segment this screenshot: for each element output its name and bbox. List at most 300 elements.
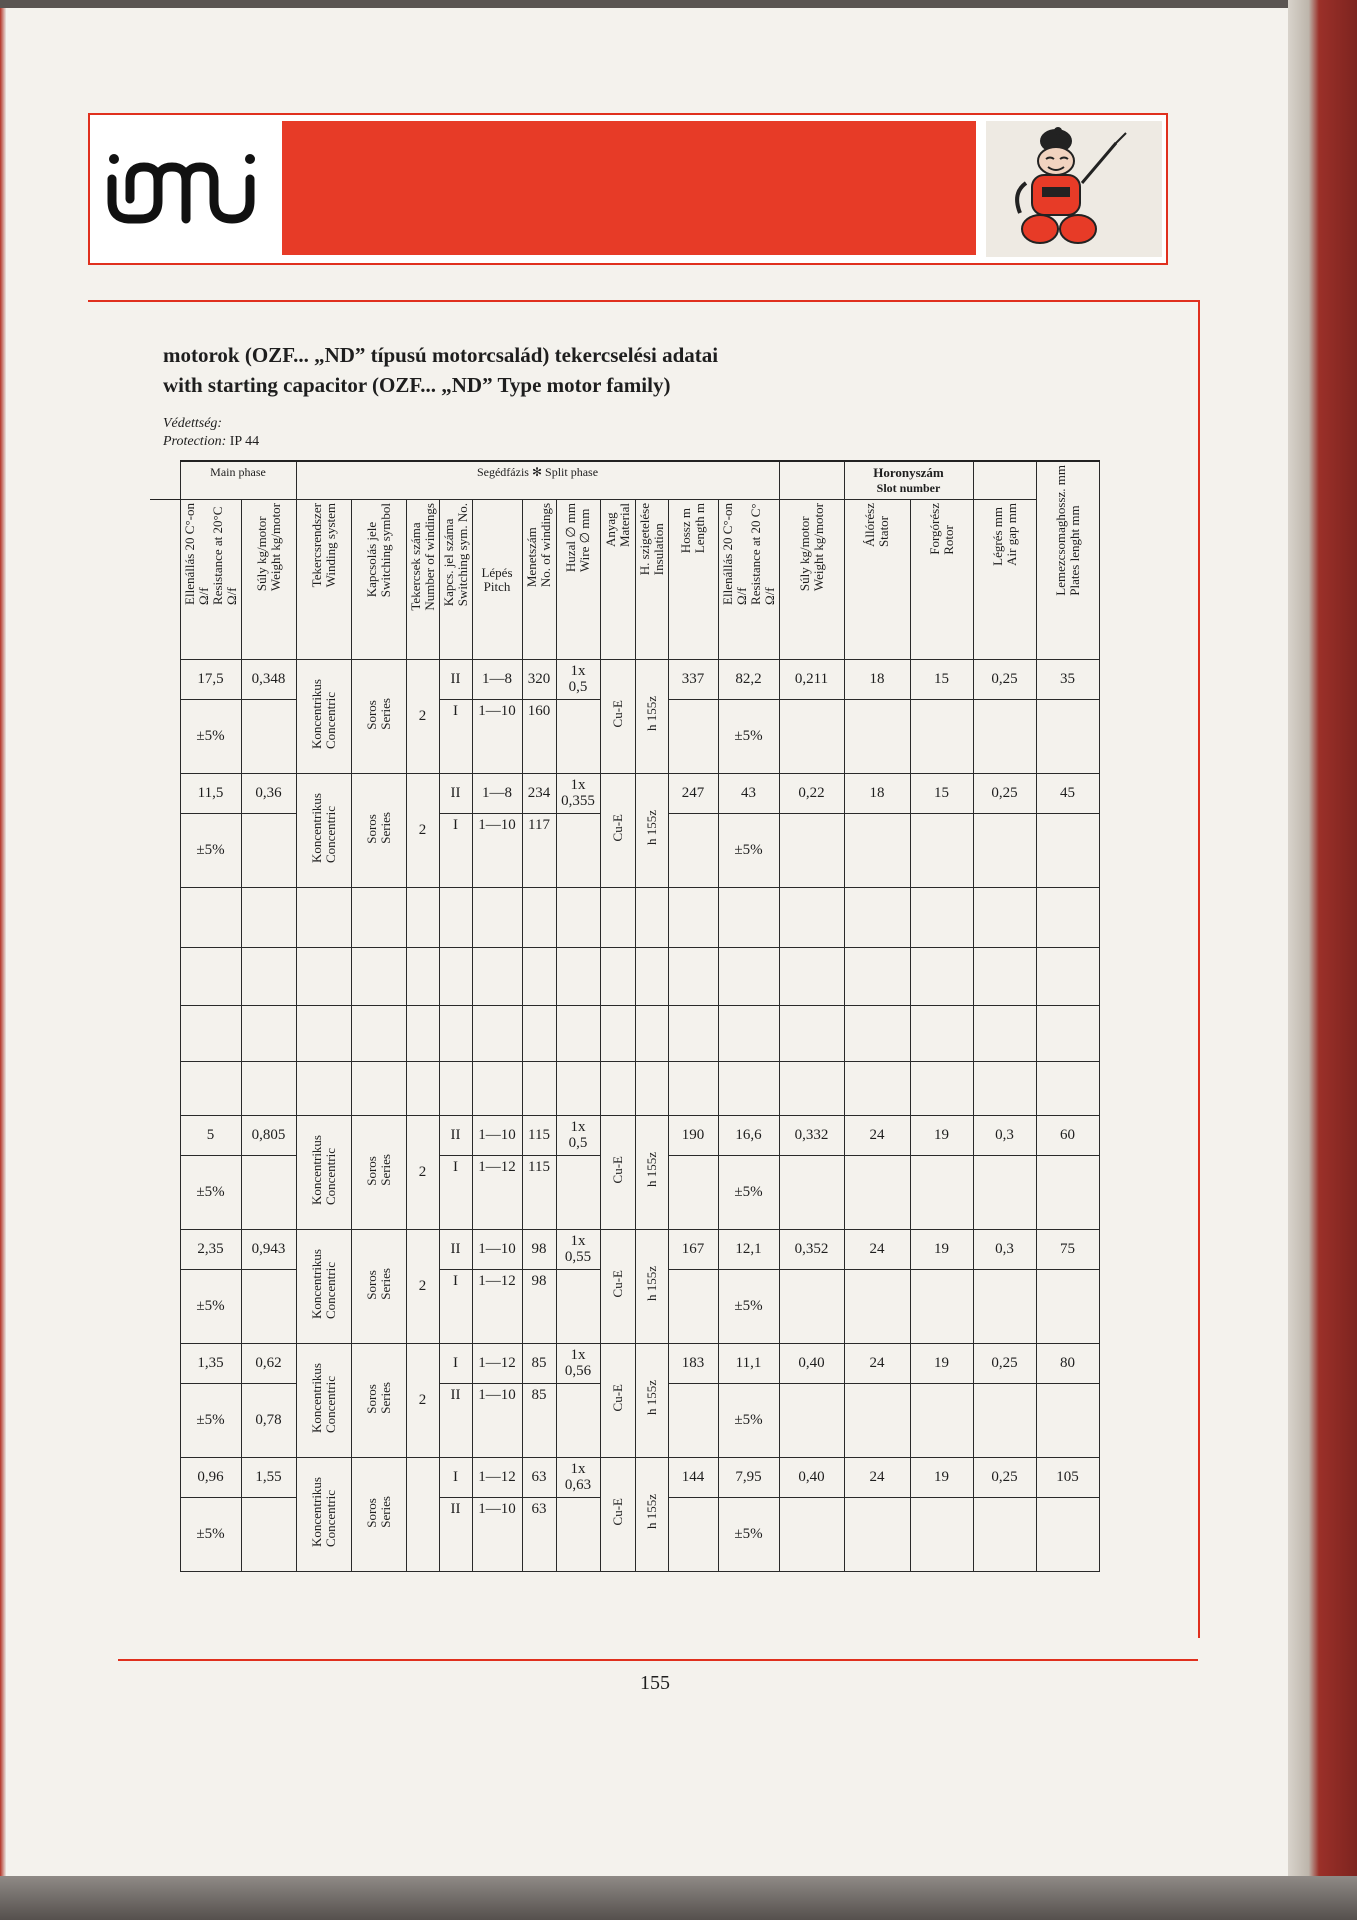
winding-system-label: Koncentrikus Concentric	[308, 1362, 338, 1434]
sp-resistance-tolerance: ±5%	[718, 700, 779, 774]
empty-cell	[1036, 948, 1099, 1006]
empty-cell	[180, 1062, 241, 1116]
empty-cell	[910, 1384, 973, 1458]
plates-length: 80	[1036, 1344, 1099, 1384]
empty-cell	[635, 1062, 668, 1116]
switching-sym-no: I	[439, 814, 472, 888]
col-rotor	[910, 500, 973, 660]
sp-resistance: 11,1	[718, 1344, 779, 1384]
empty-cell	[556, 888, 600, 948]
switching-symbol-label: Soros Series	[363, 812, 393, 844]
empty-cell	[910, 700, 973, 774]
empty-cell	[910, 1062, 973, 1116]
length: 337	[668, 660, 718, 700]
wire-count: 1x	[570, 777, 586, 793]
number-of-windings	[406, 1458, 439, 1572]
winding-system-label: Koncentrikus Concentric	[308, 792, 338, 864]
switching-symbol	[351, 1230, 406, 1344]
row-spacer	[150, 1062, 180, 1116]
wire-count: 1x	[570, 1119, 586, 1135]
empty-cell	[844, 1156, 910, 1230]
wire	[556, 1116, 600, 1156]
material	[600, 1458, 635, 1572]
material-label: Cu-E	[609, 700, 625, 728]
material-label: Cu-E	[609, 814, 625, 842]
switching-sym-no: I	[439, 700, 472, 774]
col-switching-symbol	[351, 500, 406, 660]
wire-count: 1x	[570, 1461, 586, 1477]
table-row	[150, 774, 1099, 814]
table-row	[150, 1116, 1099, 1156]
empty-cell	[439, 948, 472, 1006]
sp-resistance-tolerance: ±5%	[718, 814, 779, 888]
insulation-label: h 155z	[643, 696, 659, 732]
row-spacer	[150, 1230, 180, 1344]
table-row	[150, 1230, 1099, 1270]
empty-cell	[910, 1270, 973, 1344]
main-resistance-tolerance: ±5%	[180, 1270, 241, 1344]
empty-cell	[635, 888, 668, 948]
empty-cell	[668, 888, 718, 948]
wire-diameter: 0,5	[568, 1135, 588, 1151]
switching-symbol	[351, 1344, 406, 1458]
page-header	[88, 113, 1168, 265]
empty-cell	[351, 948, 406, 1006]
main-resistance-tolerance: ±5%	[180, 814, 241, 888]
number-of-windings: 2	[406, 774, 439, 888]
empty-cell	[844, 1498, 910, 1572]
winding-system	[296, 1230, 351, 1344]
wire	[556, 1458, 600, 1498]
col-weight	[241, 500, 296, 660]
row-spacer	[150, 888, 180, 948]
pitch: 1—8	[472, 660, 522, 700]
empty-cell	[973, 814, 1036, 888]
empty-cell	[718, 1006, 779, 1062]
empty-cell	[973, 1156, 1036, 1230]
empty-cell	[600, 1062, 635, 1116]
empty-cell	[180, 888, 241, 948]
col-winding-system	[296, 500, 351, 660]
sp-resistance-tolerance: ±5%	[718, 1270, 779, 1344]
header-spacer	[150, 461, 180, 500]
pitch: 1—12	[472, 1270, 522, 1344]
empty-cell	[351, 1006, 406, 1062]
switching-symbol-label: Soros Series	[363, 1268, 393, 1300]
switching-symbol-label: Soros Series	[363, 1496, 393, 1528]
length: 144	[668, 1458, 718, 1498]
length-blank	[668, 814, 718, 888]
wire-diameter: 0,56	[564, 1363, 592, 1379]
empty-cell	[180, 1006, 241, 1062]
winding-system-label: Koncentrikus Concentric	[308, 1248, 338, 1320]
empty-cell	[973, 948, 1036, 1006]
empty-cell	[1036, 1062, 1099, 1116]
page-left-edge	[0, 8, 6, 1878]
page-number: 155	[640, 1672, 670, 1694]
header-blank	[973, 461, 1036, 500]
empty-cell	[779, 814, 844, 888]
pitch: 1—10	[472, 1116, 522, 1156]
mascot-icon	[986, 121, 1162, 257]
main-weight-2	[241, 1498, 296, 1572]
number-of-windings: 2	[406, 1230, 439, 1344]
empty-cell	[296, 948, 351, 1006]
turns: 234	[522, 774, 556, 814]
turns: 85	[522, 1384, 556, 1458]
main-resistance-tolerance: ±5%	[180, 1384, 241, 1458]
wire-count: 1x	[570, 1347, 586, 1363]
main-weight: 0,62	[241, 1344, 296, 1384]
pitch: 1—10	[472, 700, 522, 774]
material-label: Cu-E	[609, 1156, 625, 1184]
empty-cell	[406, 948, 439, 1006]
empty-cell	[973, 1384, 1036, 1458]
protection-value: IP 44	[229, 434, 260, 449]
empty-cell	[522, 888, 556, 948]
pitch: 1—12	[472, 1458, 522, 1498]
empty-cell	[779, 1062, 844, 1116]
sp-weight: 0,352	[779, 1230, 844, 1270]
turns: 98	[522, 1230, 556, 1270]
main-weight-2	[241, 814, 296, 888]
col-no-windings	[522, 500, 556, 660]
empty-cell	[241, 888, 296, 948]
table-row	[150, 1458, 1099, 1498]
turns: 320	[522, 660, 556, 700]
plates-length: 60	[1036, 1116, 1099, 1156]
sp-weight: 0,40	[779, 1344, 844, 1384]
material-label: Cu-E	[609, 1384, 625, 1412]
empty-cell	[472, 948, 522, 1006]
pitch: 1—12	[472, 1156, 522, 1230]
insulation-label: h 155z	[643, 1152, 659, 1188]
air-gap: 0,25	[973, 660, 1036, 700]
title-hungarian: motorok (OZF... „ND” típusú motorcsalád) tekercselési adatai	[163, 343, 719, 367]
pitch: 1—8	[472, 774, 522, 814]
wire	[556, 1344, 600, 1384]
empty-cell	[779, 700, 844, 774]
switching-symbol	[351, 660, 406, 774]
empty-cell	[844, 700, 910, 774]
pitch: 1—10	[472, 1230, 522, 1270]
col-resistance	[180, 500, 241, 660]
col-plates	[1036, 461, 1099, 660]
pitch: 1—10	[472, 1498, 522, 1572]
slot-number-hu: Horonyszám	[873, 465, 944, 480]
col-num-windings	[406, 500, 439, 660]
empty-cell	[1036, 888, 1099, 948]
main-weight: 0,805	[241, 1116, 296, 1156]
switching-sym-no: II	[439, 1384, 472, 1458]
row-spacer	[150, 948, 180, 1006]
insulation-label: h 155z	[643, 1494, 659, 1530]
empty-cell	[844, 888, 910, 948]
empty-cell	[779, 1156, 844, 1230]
plates-length: 35	[1036, 660, 1099, 700]
empty-row	[150, 1062, 1099, 1116]
wire	[556, 660, 600, 700]
wire-count: 1x	[570, 1233, 586, 1249]
turns: 98	[522, 1270, 556, 1344]
col-plates-label: Lemezcsomaghossz. mm Plates lenght mm	[1052, 465, 1082, 596]
material-label: Cu-E	[609, 1270, 625, 1298]
stator-slots: 18	[844, 774, 910, 814]
wire-diameter: 0,55	[564, 1249, 592, 1265]
empty-cell	[844, 1270, 910, 1344]
empty-cell	[779, 1498, 844, 1572]
header-label-row	[150, 500, 1099, 660]
empty-cell	[1036, 1006, 1099, 1062]
empty-cell	[600, 888, 635, 948]
rotor-slots: 15	[910, 660, 973, 700]
empty-cell	[406, 1006, 439, 1062]
air-gap: 0,25	[973, 774, 1036, 814]
number-of-windings: 2	[406, 660, 439, 774]
wire-blank	[556, 1498, 600, 1572]
empty-cell	[600, 948, 635, 1006]
insulation-label: h 155z	[643, 1266, 659, 1302]
insulation	[635, 774, 668, 888]
sp-weight: 0,211	[779, 660, 844, 700]
turns: 63	[522, 1458, 556, 1498]
material	[600, 660, 635, 774]
number-of-windings: 2	[406, 1116, 439, 1230]
empty-cell	[718, 888, 779, 948]
header-spacer	[150, 500, 180, 660]
length-blank	[668, 1498, 718, 1572]
col-winding-system-label: Tekercsrendszer Winding system	[308, 503, 338, 588]
pitch: 1—12	[472, 1344, 522, 1384]
material	[600, 1116, 635, 1230]
empty-cell	[556, 1062, 600, 1116]
empty-cell	[522, 1006, 556, 1062]
turns: 115	[522, 1116, 556, 1156]
empty-cell	[522, 948, 556, 1006]
main-resistance-tolerance: ±5%	[180, 1156, 241, 1230]
main-weight-2	[241, 1156, 296, 1230]
switching-symbol-label: Soros Series	[363, 1154, 393, 1186]
empty-cell	[351, 1062, 406, 1116]
length: 183	[668, 1344, 718, 1384]
material	[600, 1344, 635, 1458]
main-weight: 1,55	[241, 1458, 296, 1498]
empty-cell	[779, 888, 844, 948]
sp-resistance: 7,95	[718, 1458, 779, 1498]
stator-slots: 24	[844, 1344, 910, 1384]
empty-cell	[406, 1062, 439, 1116]
switching-sym-no: I	[439, 1458, 472, 1498]
empty-cell	[439, 1062, 472, 1116]
empty-cell	[472, 888, 522, 948]
empty-cell	[973, 1270, 1036, 1344]
winding-system-label: Koncentrikus Concentric	[308, 1134, 338, 1206]
rotor-slots: 19	[910, 1458, 973, 1498]
imi-logo-icon	[100, 139, 270, 229]
empty-cell	[1036, 700, 1099, 774]
col-sp-resistance	[718, 500, 779, 660]
winding-system	[296, 660, 351, 774]
rotor-slots: 19	[910, 1230, 973, 1270]
main-resistance: 17,5	[180, 660, 241, 700]
empty-cell	[910, 1006, 973, 1062]
rotor-slots: 19	[910, 1116, 973, 1156]
empty-cell	[910, 888, 973, 948]
empty-cell	[844, 948, 910, 1006]
stator-slots: 18	[844, 660, 910, 700]
col-material-label: Anyag Material	[602, 503, 632, 548]
switching-sym-no: I	[439, 1156, 472, 1230]
wire-blank	[556, 814, 600, 888]
empty-cell	[522, 1062, 556, 1116]
sp-resistance: 12,1	[718, 1230, 779, 1270]
empty-row	[150, 948, 1099, 1006]
main-weight: 0,943	[241, 1230, 296, 1270]
main-resistance: 0,96	[180, 1458, 241, 1498]
length-blank	[668, 1384, 718, 1458]
sp-weight: 0,332	[779, 1116, 844, 1156]
empty-cell	[718, 948, 779, 1006]
empty-cell	[973, 700, 1036, 774]
empty-cell	[973, 1006, 1036, 1062]
insulation	[635, 1458, 668, 1572]
pitch: 1—10	[472, 1384, 522, 1458]
empty-cell	[439, 1006, 472, 1062]
insulation	[635, 1230, 668, 1344]
empty-cell	[1036, 1498, 1099, 1572]
sp-weight: 0,22	[779, 774, 844, 814]
empty-cell	[973, 1062, 1036, 1116]
empty-cell	[973, 888, 1036, 948]
switching-sym-no: I	[439, 1270, 472, 1344]
main-weight: 0,36	[241, 774, 296, 814]
wire	[556, 1230, 600, 1270]
sp-resistance-tolerance: ±5%	[718, 1156, 779, 1230]
col-switching-no	[439, 500, 472, 660]
switching-sym-no: I	[439, 1344, 472, 1384]
winding-system-label: Koncentrikus Concentric	[308, 678, 338, 750]
table-row	[150, 1344, 1099, 1384]
air-gap: 0,3	[973, 1230, 1036, 1270]
protection-line	[163, 434, 259, 450]
main-weight: 0,348	[241, 660, 296, 700]
col-length	[668, 500, 718, 660]
insulation-label: h 155z	[643, 1380, 659, 1416]
length-blank	[668, 700, 718, 774]
empty-cell	[779, 1270, 844, 1344]
plates-length: 105	[1036, 1458, 1099, 1498]
sp-resistance: 82,2	[718, 660, 779, 700]
empty-cell	[718, 1062, 779, 1116]
wire	[556, 774, 600, 814]
wire-blank	[556, 1270, 600, 1344]
title-english: with starting capacitor (OZF... „ND” Type motor family)	[163, 373, 671, 397]
main-weight-2	[241, 700, 296, 774]
main-resistance: 11,5	[180, 774, 241, 814]
empty-cell	[844, 1006, 910, 1062]
col-switching-no-label: Kapcs. jel száma Switching sym. No.	[440, 503, 470, 607]
col-weight-label: Súly kg/motor Weight kg/motor	[253, 503, 283, 592]
empty-cell	[180, 948, 241, 1006]
col-air-gap	[973, 500, 1036, 660]
col-no-windings-label: Menetszám No. of windings	[524, 503, 553, 588]
row-spacer	[150, 774, 180, 888]
main-weight-2: 0,78	[241, 1384, 296, 1458]
col-pitch: Lépés Pitch	[472, 500, 522, 660]
col-wire	[556, 500, 600, 660]
length: 247	[668, 774, 718, 814]
empty-cell	[973, 1498, 1036, 1572]
stator-slots: 24	[844, 1230, 910, 1270]
wire-diameter: 0,63	[564, 1477, 592, 1493]
wire-diameter: 0,355	[561, 793, 595, 809]
empty-cell	[241, 948, 296, 1006]
switching-sym-no: II	[439, 1498, 472, 1572]
col-switching-symbol-label: Kapcsolás jele Switching symbol	[363, 503, 393, 598]
empty-cell	[241, 1006, 296, 1062]
empty-cell	[844, 1062, 910, 1116]
empty-cell	[600, 1006, 635, 1062]
empty-cell	[910, 948, 973, 1006]
col-insulation-label: H. szigetelése Insulation	[636, 503, 666, 576]
col-material	[600, 500, 635, 660]
wire-blank	[556, 700, 600, 774]
switching-sym-no: II	[439, 1116, 472, 1156]
insulation	[635, 660, 668, 774]
header-blank	[779, 461, 844, 500]
plates-length: 75	[1036, 1230, 1099, 1270]
sp-resistance: 43	[718, 774, 779, 814]
winding-system	[296, 1116, 351, 1230]
empty-cell	[472, 1006, 522, 1062]
col-wire-label: Huzal ∅ mm Wire ∅ mm	[563, 503, 592, 573]
empty-cell	[1036, 1270, 1099, 1344]
empty-cell	[910, 1156, 973, 1230]
material-label: Cu-E	[609, 1498, 625, 1526]
empty-cell	[779, 1006, 844, 1062]
insulation	[635, 1344, 668, 1458]
winding-system	[296, 774, 351, 888]
empty-cell	[844, 1384, 910, 1458]
number-of-windings: 2	[406, 1344, 439, 1458]
row-spacer	[150, 1006, 180, 1062]
col-sp-weight-label: Súly kg/motor Weight kg/motor	[796, 503, 826, 592]
empty-cell	[472, 1062, 522, 1116]
protection-label-en: Protection:	[163, 434, 227, 449]
empty-cell	[556, 1006, 600, 1062]
empty-row	[150, 888, 1099, 948]
col-stator-label: Állórész Stator	[862, 503, 891, 548]
main-resistance: 5	[180, 1116, 241, 1156]
empty-row	[150, 1006, 1099, 1062]
switching-sym-no: II	[439, 1230, 472, 1270]
insulation-label: h 155z	[643, 810, 659, 846]
turns: 85	[522, 1344, 556, 1384]
switching-symbol	[351, 1116, 406, 1230]
protection-label-hu: Védettség:	[163, 416, 223, 431]
winding-system	[296, 1344, 351, 1458]
col-sp-resistance-label: Ellenállás 20 C°-on Ω/f Resistance at 20 C° Ω/f	[719, 503, 777, 605]
slot-number-en: Slot number	[876, 481, 941, 495]
winding-data-table	[150, 460, 1100, 1572]
winding-system	[296, 1458, 351, 1572]
main-resistance-tolerance: ±5%	[180, 1498, 241, 1572]
row-spacer	[150, 1458, 180, 1572]
air-gap: 0,25	[973, 1458, 1036, 1498]
table-row	[150, 660, 1099, 700]
empty-cell	[406, 888, 439, 948]
plates-length: 45	[1036, 774, 1099, 814]
